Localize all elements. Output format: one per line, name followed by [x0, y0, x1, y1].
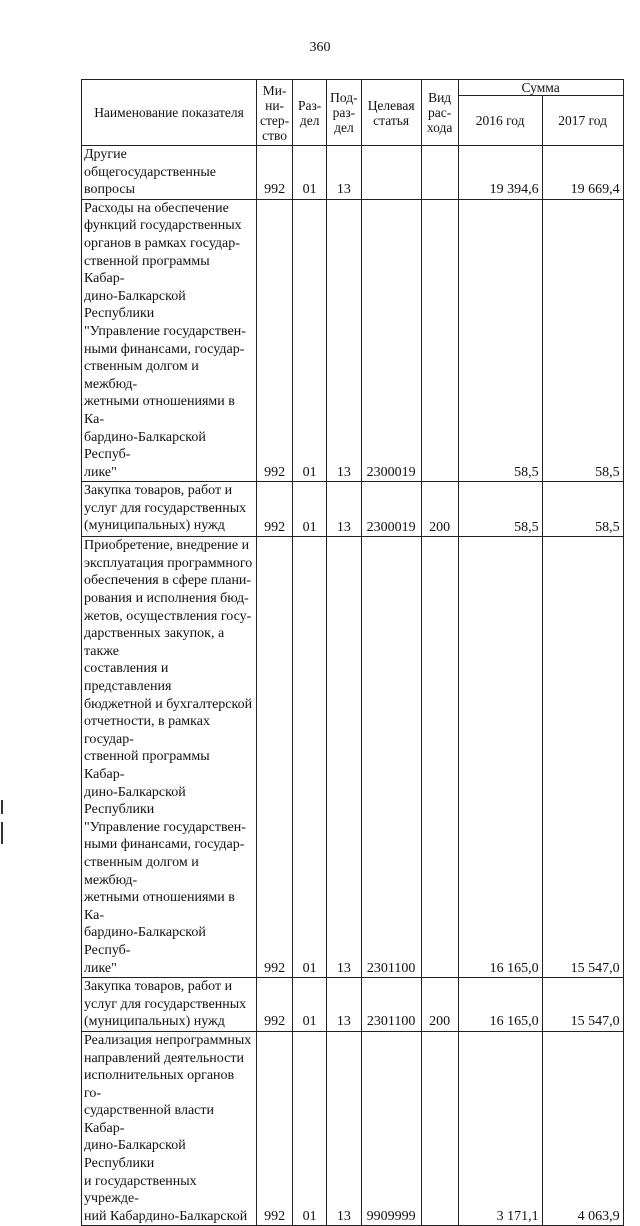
cell-subsection: 13	[327, 537, 361, 978]
cell-name: Закупка товаров, работ и услуг для государственных (муниципальных) нужд	[82, 482, 257, 537]
cell-ministry: 992	[257, 199, 293, 482]
cell-section: 01	[293, 482, 327, 537]
cell-ministry: 992	[257, 146, 293, 200]
cell-target: 2300019	[361, 199, 421, 482]
cell-section: 01	[293, 978, 327, 1032]
cell-expense-type	[421, 1031, 458, 1226]
header-ministry: Ми- ни- стер- ство	[257, 80, 293, 146]
table-row	[82, 199, 624, 482]
cell-y2017: 19 669,4	[542, 146, 623, 200]
cell-y2016: 3 171,1	[458, 1031, 542, 1226]
cell-name: Закупка товаров, работ и услуг для государственных (муниципальных) нужд	[82, 978, 257, 1032]
cell-section: 01	[293, 537, 327, 978]
cell-name: Другие общегосударственные вопросы	[82, 146, 257, 200]
cell-expense-type: 200	[421, 978, 458, 1032]
cell-y2016: 58,5	[458, 199, 542, 482]
cell-name: Реализация непрограммных направлений деятельности исполнительных органов го- сударственной власти Кабар- дино-Балкарской Республики и государственных учрежде- ний Кабардино-Балкарской	[82, 1031, 257, 1226]
header-sum: Сумма	[458, 80, 623, 96]
table-row	[82, 537, 624, 978]
header-2016: 2016 год	[458, 96, 542, 146]
cell-y2017: 15 547,0	[542, 537, 623, 978]
header-name: Наименование показателя	[82, 80, 257, 146]
cell-subsection: 13	[327, 482, 361, 537]
header-target: Целевая статья	[361, 80, 421, 146]
cell-target: 2300019	[361, 482, 421, 537]
table-row	[82, 1031, 624, 1226]
cell-expense-type	[421, 537, 458, 978]
scan-margin-mark	[1, 800, 3, 814]
cell-target: 9909999	[361, 1031, 421, 1226]
cell-expense-type	[421, 199, 458, 482]
scan-margin-mark	[1, 822, 3, 844]
table-row	[82, 978, 624, 1032]
cell-y2017: 15 547,0	[542, 978, 623, 1032]
cell-section: 01	[293, 146, 327, 200]
cell-y2016: 58,5	[458, 482, 542, 537]
cell-y2016: 19 394,6	[458, 146, 542, 200]
cell-ministry: 992	[257, 482, 293, 537]
cell-y2016: 16 165,0	[458, 978, 542, 1032]
cell-y2017: 58,5	[542, 199, 623, 482]
header-expense-type: Вид рас- хода	[421, 80, 458, 146]
cell-ministry: 992	[257, 978, 293, 1032]
header-section: Раз- дел	[293, 80, 327, 146]
page-number: 360	[309, 40, 331, 55]
cell-y2017: 4 063,9	[542, 1031, 623, 1226]
table-row	[82, 482, 624, 537]
table-row	[82, 146, 624, 200]
cell-y2016: 16 165,0	[458, 537, 542, 978]
cell-subsection: 13	[327, 146, 361, 200]
cell-subsection: 13	[327, 1031, 361, 1226]
cell-ministry: 992	[257, 1031, 293, 1226]
cell-name: Приобретение, внедрение и эксплуатация программного обеспечения в сфере плани- рования и исполнения бюд- жетов, осуществления госу- дарственных закупок, а также составления и представления бюджетной и бухгалтерской отчетности, в рамках государ- ственной программы Кабар- дино-Балкарской Республики "Управление государствен- ными финансами, государ- ственным долгом и межбюд- жетными отношениями в Ка- бардино-Балкарской Респуб- лике"	[82, 537, 257, 978]
cell-name: Расходы на обеспечение функций государственных органов в рамках государ- ственной программы Кабар- дино-Балкарской Республики "Управление государствен- ными финансами, государ- ственным долгом и межбюд- жетными отношениями в Ка- бардино-Балкарской Респуб- лике"	[82, 199, 257, 482]
cell-subsection: 13	[327, 978, 361, 1032]
cell-expense-type	[421, 146, 458, 200]
cell-section: 01	[293, 199, 327, 482]
cell-subsection: 13	[327, 199, 361, 482]
cell-expense-type: 200	[421, 482, 458, 537]
cell-target	[361, 146, 421, 200]
cell-target: 2301100	[361, 537, 421, 978]
cell-ministry: 992	[257, 537, 293, 978]
cell-section: 01	[293, 1031, 327, 1226]
header-2017: 2017 год	[542, 96, 623, 146]
cell-target: 2301100	[361, 978, 421, 1032]
header-subsection: Под- раз- дел	[327, 80, 361, 146]
budget-table	[81, 79, 624, 1226]
cell-y2017: 58,5	[542, 482, 623, 537]
